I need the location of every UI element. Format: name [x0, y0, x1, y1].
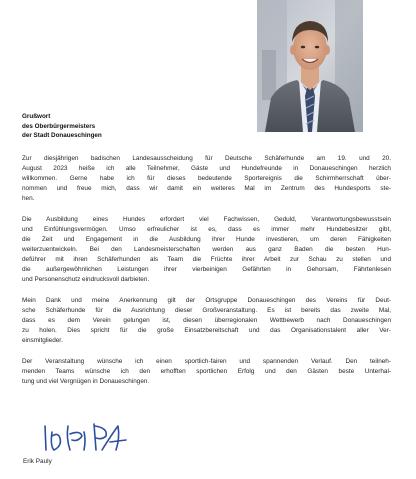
text-line: Mein Dank und meine Anerkennung gilt der Ortsgruppe Donaueschingen des Vereins für Deut- — [22, 296, 391, 304]
text-line: Zur diesjährigen badischen Landesausscheidung für Deutsche Schäferhunde am 19. und 20. — [22, 155, 391, 162]
paragraph-1 — [22, 154, 391, 204]
paragraph-2 — [22, 215, 391, 286]
text-line: Die Ausbildung eines Hundes erfordert viel Fachwissen, Geduld, Verantwortungsbewusstsein — [22, 215, 391, 223]
text-line: August 2023 heiße ich alle Teilnehmer, Gäste und Hundefreunde in Donaueschingen herzlich — [22, 165, 391, 173]
text-line: weiterzuentwickeln. Bei den Landesmeisterschaften werden aus ganz Baden die besten Hun- — [22, 246, 391, 254]
heading-line-3: der Stadt Donaueschingen — [22, 132, 102, 139]
handwritten-signature — [40, 420, 140, 454]
paragraph-4 — [22, 357, 391, 387]
text-line: die außergewöhnlichen Leistungen ihrer vierbeinigen Gefährten in Gehorsam, Fährtenlesen — [22, 266, 391, 274]
text-line: deführer mit ihren Schäferhunden als Team die Früchte ihrer Arbeit zur Schau zu stellen und — [22, 256, 391, 264]
text-line: tung und viel Vergnügen in Donaueschingen. — [22, 377, 150, 385]
text-line: sche Schäferhunde für die Ausrichtung dieser Großveranstaltung. Es ist bereits das zweite Mal, — [22, 307, 391, 314]
text-line: Der Veranstaltung wünsche ich einen sportlich-fairen und spannenden Verlauf. Den teilneh- — [22, 357, 391, 365]
text-line: menden Teams wünsche ich den erhofften sportlichen Erfolg und den Gästen beste Unterhal- — [22, 367, 391, 375]
text-line: hen. — [22, 195, 35, 203]
text-line: zu holen. Dies spricht für die große Einsatzbereitschaft und das Organisationstalent aller Ver- — [22, 327, 391, 335]
paragraph-3 — [22, 296, 391, 346]
letter-body — [22, 154, 391, 397]
heading-line-2: des Oberbürgermeisters — [22, 122, 96, 130]
greeting-heading — [22, 112, 222, 141]
text-line: nommen und freue mich, dass wir damit ein weiteres Mal im Zentrum des Hundesports ste- — [22, 185, 391, 193]
text-line: und Einfühlungsvermögen. Umso erfreulicher ist es, dass es immer mehr Hundebesitzer gibt, — [22, 225, 391, 233]
text-line: die Zeit und Engagement in die Ausbildung ihrer Hunde investieren, um deren Fähigkeiten — [22, 236, 391, 244]
text-line: willkommen. Gerne habe ich für dieses bedeutende Sportereignis die Schirmherrschaft über- — [22, 175, 391, 183]
heading-line-1: Grußwort — [22, 113, 51, 120]
signer-name: Erik Pauly — [23, 458, 52, 465]
text-line: einsmitglieder. — [22, 337, 63, 345]
portrait-photo — [257, 0, 363, 132]
text-line: dass es dem Verein gelungen ist, diesen überregionalen Wettbewerb nach Donaueschingen — [22, 317, 391, 325]
text-line: und Personenschutz eindrucksvoll darbieten. — [22, 276, 150, 284]
